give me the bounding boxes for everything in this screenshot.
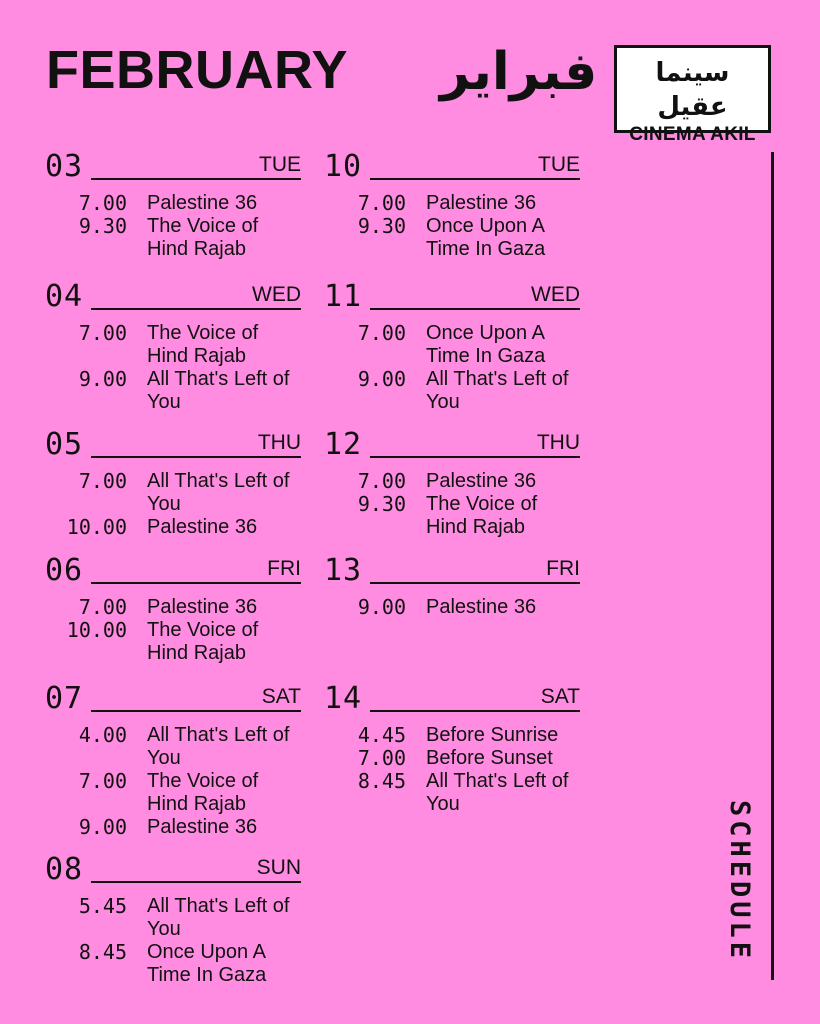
day-of-week: SUN xyxy=(256,856,301,879)
showtime: 7.00 xyxy=(78,469,127,493)
showtime: 10.00 xyxy=(66,515,127,539)
showtime: 7.00 xyxy=(357,746,406,770)
day-header xyxy=(45,149,301,184)
film-title: All That's Left of You xyxy=(147,368,290,413)
day-rule-line xyxy=(370,456,580,458)
showtime: 9.00 xyxy=(357,595,406,619)
day-of-week: TUE xyxy=(538,153,580,176)
day-number: 06 xyxy=(45,553,84,588)
showtime-list xyxy=(45,192,301,261)
showtime-list xyxy=(45,470,301,539)
showtime-row xyxy=(45,215,301,261)
showtime-row xyxy=(324,493,580,539)
showtime-list xyxy=(324,724,580,816)
showtime-row xyxy=(45,368,301,414)
page-title: FEBRUARY xyxy=(46,40,349,100)
showtime: 9.30 xyxy=(357,214,406,238)
showtime-row xyxy=(45,770,301,816)
showtime: 10.00 xyxy=(66,618,127,642)
showtime: 7.00 xyxy=(78,769,127,793)
logo-english-text: CINEMA AKIL xyxy=(629,124,756,145)
day-header xyxy=(324,553,580,588)
day-rule-line xyxy=(370,582,580,584)
showtime-row xyxy=(324,596,580,619)
showtime-row xyxy=(324,470,580,493)
day-block xyxy=(45,681,301,839)
day-block xyxy=(45,279,301,414)
day-number: 08 xyxy=(45,852,84,887)
showtime-row xyxy=(45,516,301,539)
side-label: SCHEDULE xyxy=(724,800,755,963)
showtime-row xyxy=(45,816,301,839)
day-rule-line xyxy=(91,178,301,180)
showtime-row xyxy=(324,747,580,770)
film-title: Once Upon A Time In Gaza xyxy=(147,941,267,986)
day-number: 07 xyxy=(45,681,84,716)
film-title: Palestine 36 xyxy=(147,596,258,618)
showtime: 9.00 xyxy=(357,367,406,391)
showtime-row xyxy=(45,724,301,770)
day-of-week: FRI xyxy=(267,557,301,580)
day-header xyxy=(324,427,580,462)
showtime-row xyxy=(45,941,301,987)
film-title: The Voice of Hind Rajab xyxy=(147,322,259,367)
film-title: Before Sunrise xyxy=(426,724,559,746)
film-title: Palestine 36 xyxy=(147,516,258,538)
logo-arabic-text: سينما عقيل xyxy=(655,58,730,122)
day-number: 12 xyxy=(324,427,363,462)
film-title: All That's Left of You xyxy=(147,470,290,515)
showtime-list xyxy=(324,470,580,539)
showtime-row xyxy=(45,322,301,368)
showtime-row xyxy=(324,322,580,368)
showtime-row xyxy=(324,192,580,215)
day-of-week: WED xyxy=(252,283,301,306)
film-title: The Voice of Hind Rajab xyxy=(426,493,538,538)
day-block xyxy=(324,279,580,414)
film-title: Palestine 36 xyxy=(426,192,537,214)
showtime: 7.00 xyxy=(78,191,127,215)
day-number: 13 xyxy=(324,553,363,588)
day-number: 11 xyxy=(324,279,363,314)
film-title: The Voice of Hind Rajab xyxy=(147,619,259,664)
day-block xyxy=(45,427,301,539)
film-title: Palestine 36 xyxy=(426,596,537,618)
showtime: 8.45 xyxy=(78,940,127,964)
day-of-week: TUE xyxy=(259,153,301,176)
film-title: Palestine 36 xyxy=(147,816,258,838)
day-header xyxy=(324,681,580,716)
vertical-divider xyxy=(771,152,774,980)
film-title: Once Upon A Time In Gaza xyxy=(426,322,546,367)
day-rule-line xyxy=(91,881,301,883)
day-rule-line xyxy=(370,710,580,712)
day-header xyxy=(324,279,580,314)
day-header xyxy=(45,852,301,887)
day-block xyxy=(324,553,580,619)
day-rule-line xyxy=(91,582,301,584)
showtime-row xyxy=(45,619,301,665)
day-number: 14 xyxy=(324,681,363,716)
film-title: Palestine 36 xyxy=(147,192,258,214)
day-header xyxy=(324,149,580,184)
day-header xyxy=(45,681,301,716)
day-rule-line xyxy=(91,308,301,310)
showtime: 9.30 xyxy=(78,214,127,238)
showtime: 5.45 xyxy=(78,894,127,918)
showtime: 7.00 xyxy=(357,469,406,493)
showtime-row xyxy=(45,192,301,215)
showtime-row xyxy=(324,770,580,816)
film-title: All That's Left of You xyxy=(147,895,290,940)
cinema-logo xyxy=(614,45,771,145)
film-title: Before Sunset xyxy=(426,747,553,769)
showtime-list xyxy=(324,192,580,261)
showtime-row xyxy=(324,368,580,414)
day-rule-line xyxy=(91,710,301,712)
day-block xyxy=(324,681,580,816)
day-number: 03 xyxy=(45,149,84,184)
showtime: 7.00 xyxy=(357,321,406,345)
day-of-week: WED xyxy=(531,283,580,306)
day-number: 05 xyxy=(45,427,84,462)
day-header xyxy=(45,427,301,462)
showtime-row xyxy=(45,470,301,516)
day-of-week: THU xyxy=(257,431,301,454)
film-title: The Voice of Hind Rajab xyxy=(147,215,259,260)
day-block xyxy=(45,149,301,261)
showtime-list xyxy=(324,596,580,619)
day-rule-line xyxy=(370,178,580,180)
showtime-list xyxy=(45,895,301,987)
showtime: 4.45 xyxy=(357,723,406,747)
film-title: All That's Left of You xyxy=(426,368,569,413)
day-of-week: SAT xyxy=(540,685,580,708)
day-header xyxy=(45,553,301,588)
showtime-list xyxy=(45,724,301,839)
film-title: Palestine 36 xyxy=(426,470,537,492)
showtime: 7.00 xyxy=(78,595,127,619)
day-of-week: FRI xyxy=(546,557,580,580)
showtime-row xyxy=(324,215,580,261)
page-title-arabic: فبراير xyxy=(440,42,598,102)
film-title: All That's Left of You xyxy=(426,770,569,815)
day-number: 04 xyxy=(45,279,84,314)
showtime-list xyxy=(45,596,301,665)
showtime-row xyxy=(45,596,301,619)
showtime-list xyxy=(45,322,301,414)
day-block xyxy=(324,149,580,261)
showtime-list xyxy=(324,322,580,414)
showtime: 8.45 xyxy=(357,769,406,793)
day-of-week: THU xyxy=(536,431,580,454)
showtime-row xyxy=(45,895,301,941)
showtime: 7.00 xyxy=(357,191,406,215)
day-of-week: SAT xyxy=(261,685,301,708)
showtime-row xyxy=(324,724,580,747)
day-rule-line xyxy=(370,308,580,310)
day-block xyxy=(45,852,301,987)
day-header xyxy=(45,279,301,314)
day-block xyxy=(324,427,580,539)
showtime: 4.00 xyxy=(78,723,127,747)
film-title: The Voice of Hind Rajab xyxy=(147,770,259,815)
showtime: 9.00 xyxy=(78,815,127,839)
day-block xyxy=(45,553,301,665)
day-number: 10 xyxy=(324,149,363,184)
showtime: 9.30 xyxy=(357,492,406,516)
film-title: Once Upon A Time In Gaza xyxy=(426,215,546,260)
showtime: 9.00 xyxy=(78,367,127,391)
film-title: All That's Left of You xyxy=(147,724,290,769)
day-rule-line xyxy=(91,456,301,458)
showtime: 7.00 xyxy=(78,321,127,345)
